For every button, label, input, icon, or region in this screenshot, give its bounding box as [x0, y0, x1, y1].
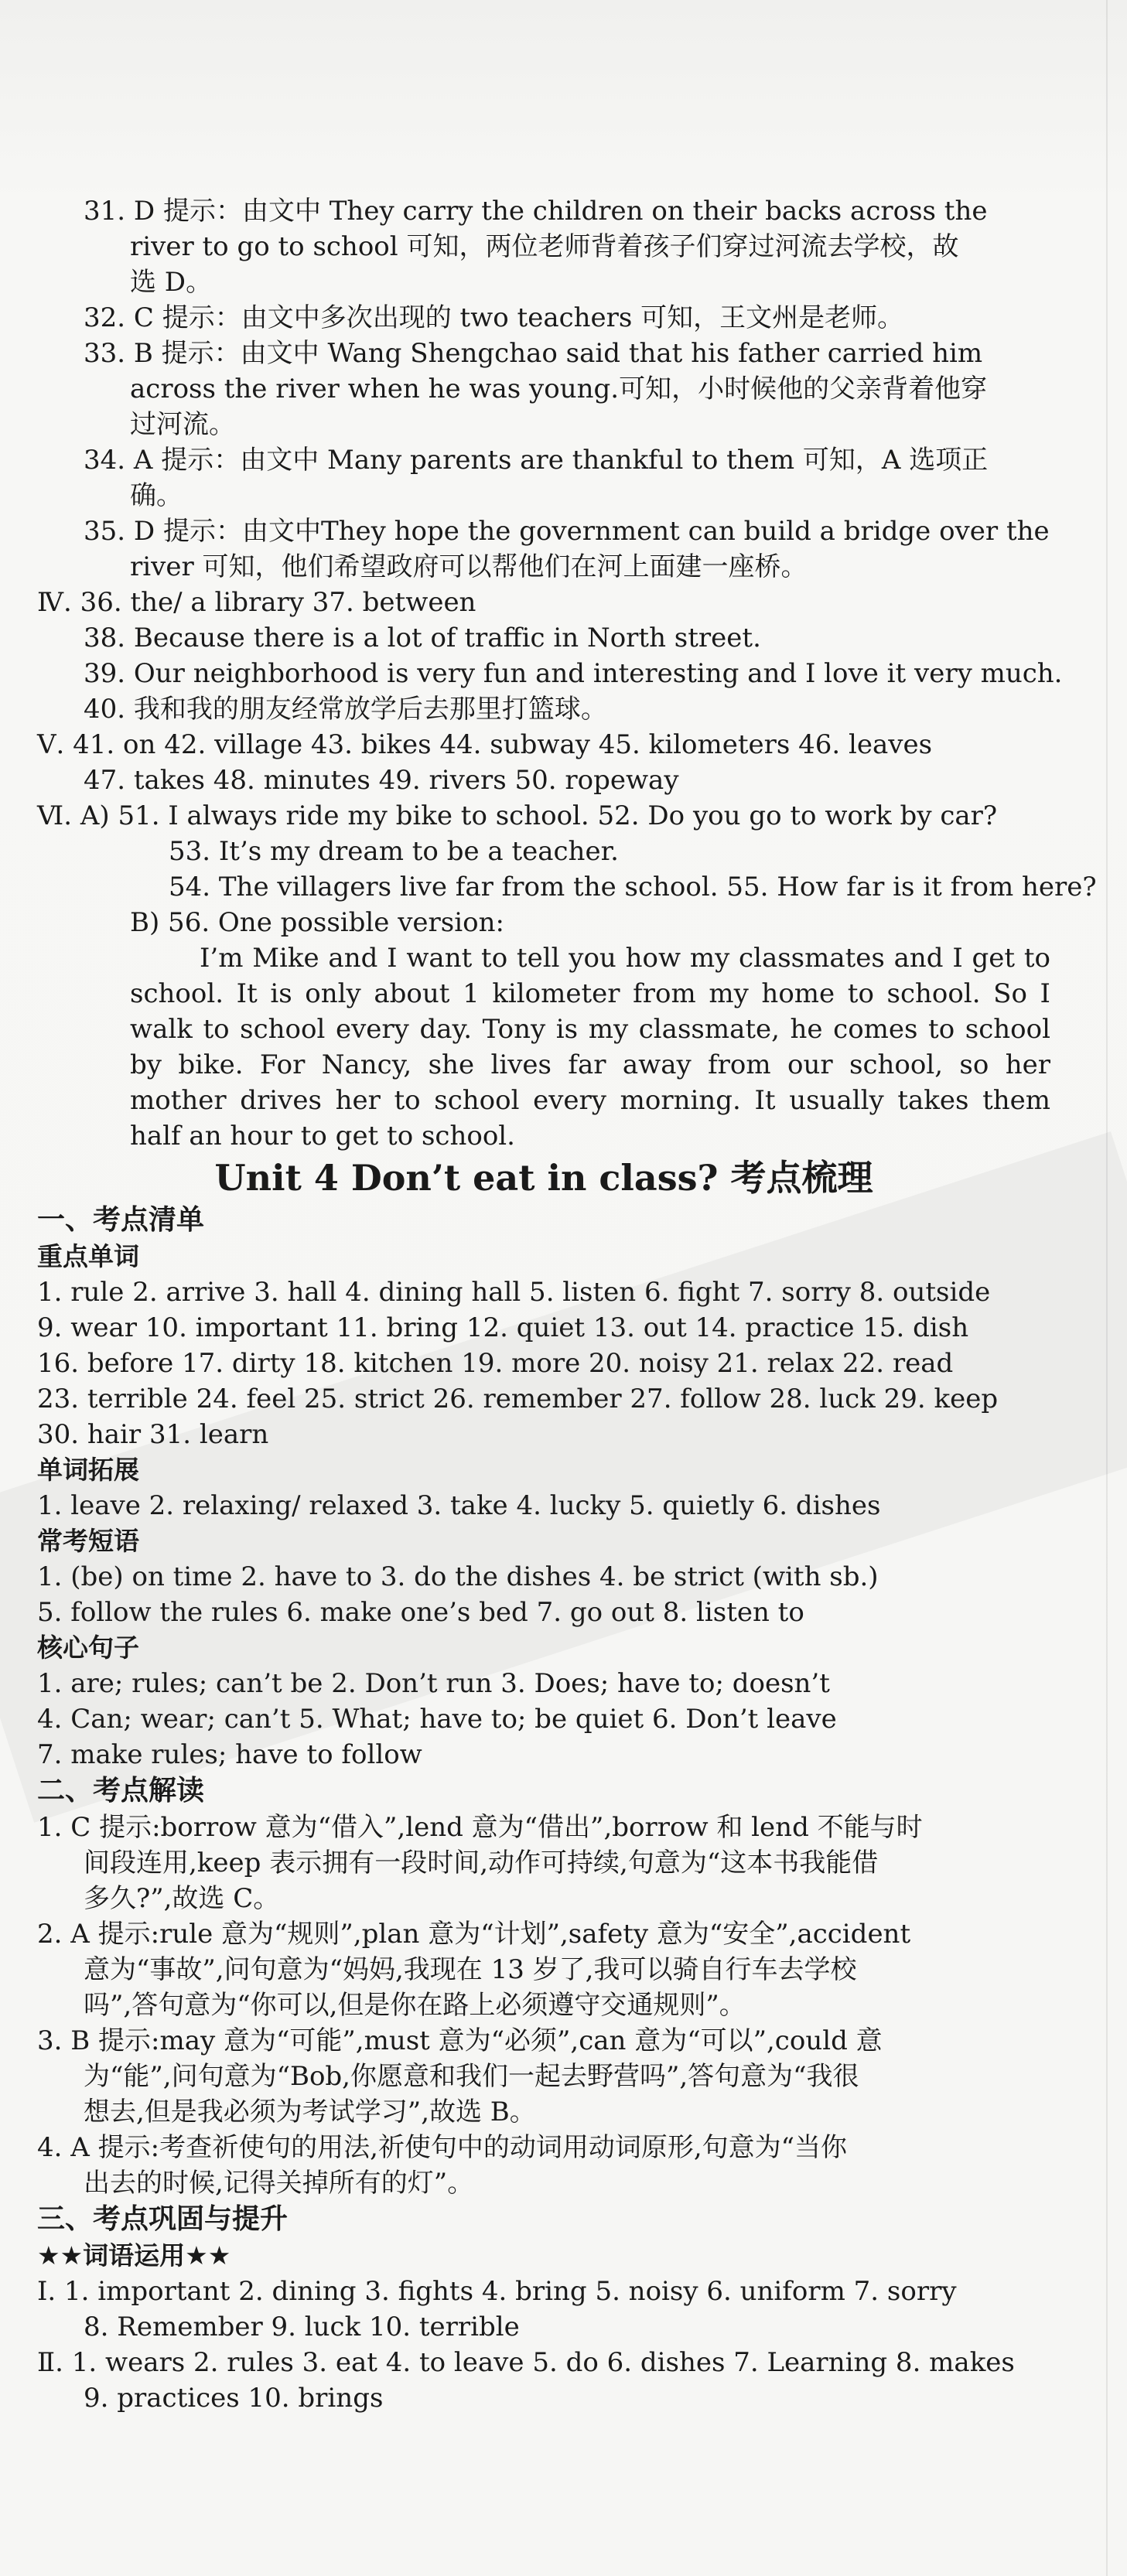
exercise-line: Ⅰ. 1. important 2. dining 3. fights 4. bring 5. noisy 6. uniform 7. sorry	[37, 2276, 957, 2307]
answer-line: Ⅵ. A) 51. I always ride my bike to school. 52. Do you go to work by car?	[37, 800, 998, 831]
word-list-line: 1. rule 2. arrive 3. hall 4. dining hall 5. listen 6. fight 7. sorry 8. outside	[37, 1277, 991, 1308]
star-heading: ★★词语运用★★	[37, 2240, 231, 2271]
exercise-line: 8. Remember 9. luck 10. terrible	[84, 2312, 520, 2342]
answer-line: 选 D。	[130, 267, 213, 298]
explanation-line: 间段连用,keep 表示拥有一段时间,动作可持续,句意为“这本书我能借	[84, 1848, 879, 1878]
phrase-line: 5. follow the rules 6. make one’s bed 7. go out 8. listen to	[37, 1597, 804, 1628]
answer-line: Ⅳ. 36. the/ a library 37. between	[37, 587, 476, 618]
unit-title: Unit 4 Don’t eat in class? 考点梳理	[214, 1157, 873, 1199]
explanation-line: 吗”,答句意为“你可以,但是你在路上必须遵守交通规则”。	[84, 1990, 746, 2021]
exercise-line: Ⅱ. 1. wears 2. rules 3. eat 4. to leave 5. do 6. dishes 7. Learning 8. makes	[37, 2347, 1015, 2378]
explanation-line: 4. A 提示:考查祈使句的用法,祈使句中的动词用动词原形,句意为“当你	[37, 2132, 848, 2163]
answer-line: 39. Our neighborhood is very fun and interesting and I love it very much.	[84, 658, 1063, 689]
section-heading: 三、考点巩固与提升	[37, 2203, 289, 2235]
sentence-line: 7. make rules; have to follow	[37, 1739, 422, 1770]
explanation-line: 想去,但是我必须为考试学习”,故选 B。	[84, 2097, 536, 2127]
sentence-line: 4. Can; wear; can’t 5. What; have to; be quiet 6. Don’t leave	[37, 1704, 837, 1735]
explanation-line: 2. A 提示:rule 意为“规则”,plan 意为“计划”,safety 意为“安全”,accident	[37, 1919, 911, 1950]
answer-line: river 可知，他们希望政府可以帮他们在河上面建一座桥。	[130, 551, 808, 582]
answer-line: across the river when he was young.可知，小时候他的父亲背着他穿	[130, 374, 988, 404]
answer-line: river to go to school 可知，两位老师背着孩子们穿过河流去学校，故	[130, 231, 959, 262]
explanation-line: 多久?”,故选 C。	[84, 1883, 280, 1914]
answer-line: B) 56. One possible version:	[130, 907, 504, 938]
subsection-heading: 重点单词	[37, 1241, 139, 1271]
answer-line: 过河流。	[130, 409, 235, 440]
answer-key-content	[37, 193, 1097, 2416]
section-heading: 一、考点清单	[37, 1204, 205, 1236]
subsection-heading: 单词拓展	[37, 1455, 139, 1485]
phrase-line: 1. (be) on time 2. have to 3. do the dishes 4. be strict (with sb.)	[37, 1561, 879, 1592]
subsection-heading: 核心句子	[37, 1633, 139, 1663]
explanation-line: 意为“事故”,问句意为“妈妈,我现在 13 岁了,我可以骑自行车去学校	[84, 1954, 857, 1985]
answer-line: 54. The villagers live far from the school. 55. How far is it from here?	[169, 872, 1097, 902]
answer-line: 33. B 提示：由文中 Wang Shengchao said that his father carried him	[84, 338, 983, 369]
answer-line: Ⅴ. 41. on 42. village 43. bikes 44. subway 45. kilometers 46. leaves	[37, 729, 933, 760]
page-margin-line	[1106, 0, 1108, 2576]
word-list-line: 30. hair 31. learn	[37, 1419, 269, 1450]
sample-essay: I’m Mike and I want to tell you how my classmates and I get to school. It is only about 1 kilometer from my home to school. So I walk to school every day. Tony is my classmate, he comes to school by bike. For Nancy, she lives far away from our school, so her mother drives her to school every morning. It usually takes them half an hour to get to school.	[130, 943, 1050, 1152]
sentence-line: 1. are; rules; can’t be 2. Don’t run 3. Does; have to; doesn’t	[37, 1668, 830, 1699]
word-list-line: 16. before 17. dirty 18. kitchen 19. more 20. noisy 21. relax 22. read	[37, 1348, 954, 1379]
answer-line: 40. 我和我的朋友经常放学后去那里打篮球。	[84, 694, 607, 725]
word-list-line: 9. wear 10. important 11. bring 12. quiet 13. out 14. practice 15. dish	[37, 1312, 969, 1343]
answer-line: 47. takes 48. minutes 49. rivers 50. ropeway	[84, 765, 679, 796]
explanation-line: 1. C 提示:borrow 意为“借入”,lend 意为“借出”,borrow 和 lend 不能与时	[37, 1812, 923, 1843]
explanation-line: 3. B 提示:may 意为“可能”,must 意为“必须”,can 意为“可以”,could 意	[37, 2025, 883, 2056]
exercise-line: 9. practices 10. brings	[84, 2383, 384, 2414]
answer-line: 35. D 提示：由文中They hope the government can build a bridge over the	[84, 516, 1050, 547]
answer-line: 53. It’s my dream to be a teacher.	[169, 836, 619, 867]
explanation-line: 出去的时候,记得关掉所有的灯”。	[84, 2168, 474, 2199]
word-list-line: 23. terrible 24. feel 25. strict 26. remember 27. follow 28. luck 29. keep	[37, 1384, 999, 1414]
subsection-heading: 常考短语	[37, 1526, 139, 1556]
section-heading: 二、考点解读	[37, 1775, 205, 1807]
explanation-line: 为“能”,问句意为“Bob,你愿意和我们一起去野营吗”,答句意为“我很	[84, 2061, 859, 2092]
answer-line: 34. A 提示：由文中 Many parents are thankful to them 可知，A 选项正	[84, 445, 989, 476]
word-extension-line: 1. leave 2. relaxing/ relaxed 3. take 4. lucky 5. quietly 6. dishes	[37, 1490, 881, 1521]
answer-line: 确。	[130, 480, 183, 511]
answer-line: 38. Because there is a lot of traffic in North street.	[84, 623, 761, 653]
answer-line: 32. C 提示：由文中多次出现的 two teachers 可知，王文州是老师。	[84, 302, 904, 333]
answer-line: 31. D 提示：由文中 They carry the children on their backs across the	[84, 196, 988, 227]
